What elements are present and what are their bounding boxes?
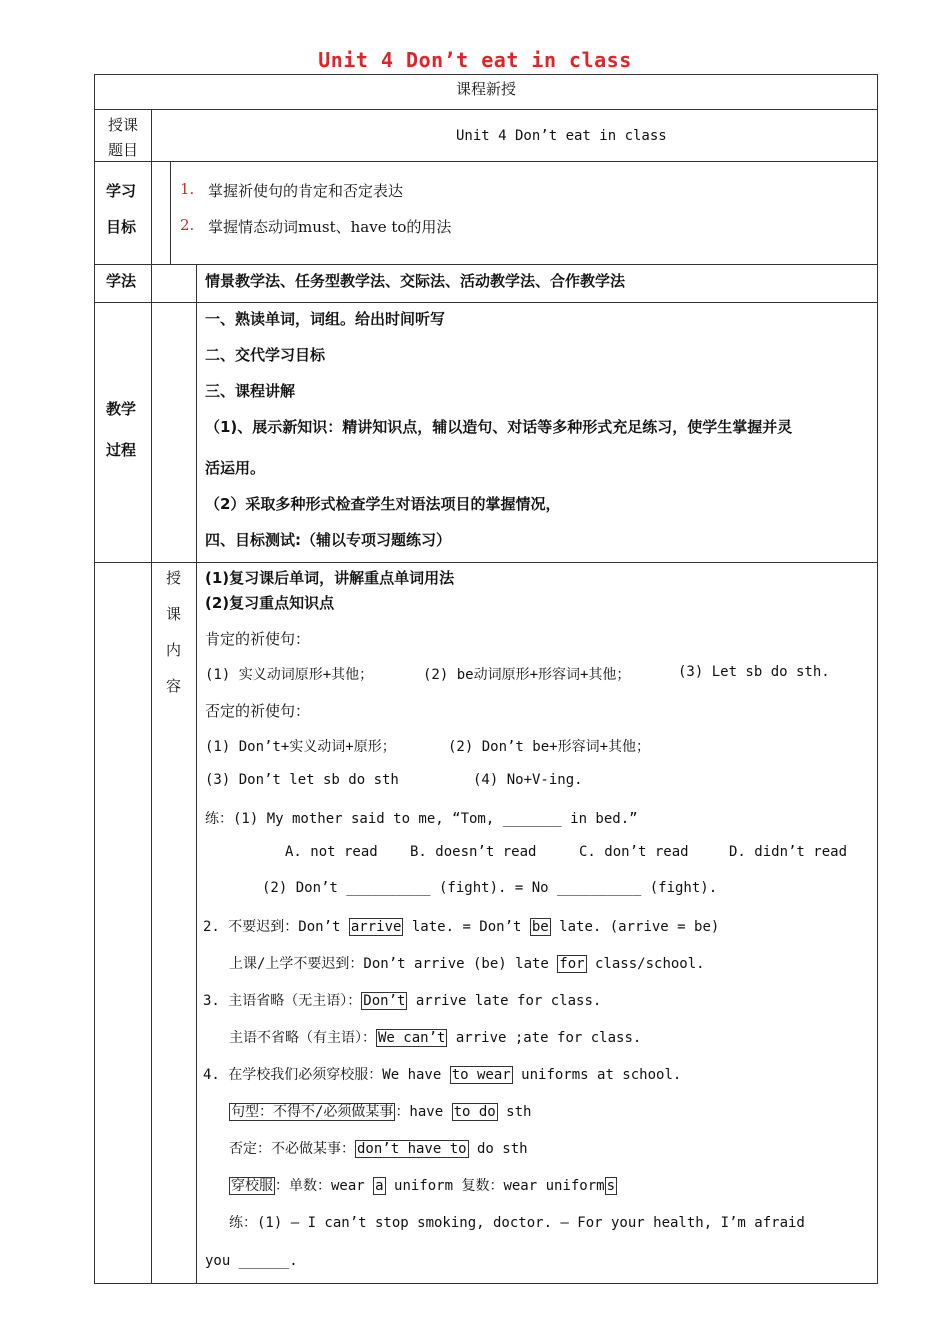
boxed-term: don’t have to: [357, 1141, 467, 1157]
process-step: （2）采取多种形式检查学生对语法项目的掌握情况，: [205, 495, 561, 513]
process-step: 二、交代学习目标: [205, 346, 326, 364]
method-text: 情景教学法、任务型教学法、交际法、活动教学法、合作教学法: [205, 272, 626, 290]
text: arrive late for class.: [407, 993, 602, 1009]
process-step: 三、课程讲解: [205, 382, 296, 400]
goal-number: 1.: [180, 180, 195, 198]
table-rule: [94, 264, 878, 265]
text: 否定：不必做某事：: [229, 1141, 355, 1157]
content-line: (3) Let sb do sth.: [678, 664, 830, 680]
table-rule: [94, 109, 878, 110]
boxed-term: We can’t: [378, 1030, 446, 1046]
goals-label: 学习: [106, 182, 137, 200]
boxed-term: arrive: [350, 919, 402, 935]
goal-number: 2.: [180, 216, 195, 234]
text: ：单数：wear: [275, 1178, 374, 1194]
boxed-term: for: [559, 956, 585, 972]
table-rule: [151, 264, 152, 302]
process-step: 四、目标测试:（辅以专项习题练习）: [205, 531, 452, 549]
topic-label: 授课: [108, 116, 139, 134]
content-line: 否定的祈使句：: [205, 702, 311, 720]
text: do sth: [468, 1141, 528, 1157]
exercise-option: C. don’t read: [579, 844, 689, 860]
goal-text: 掌握祈使句的肯定和否定表达: [208, 182, 404, 200]
exercise-question: 练：(1) – I can’t stop smoking, doctor. – For your health, I’m afraid: [229, 1215, 805, 1231]
text: class/school.: [586, 956, 705, 972]
goals-label: 目标: [106, 218, 137, 236]
content-line: [229, 1027, 641, 1047]
process-step: 活运用。: [205, 459, 266, 477]
content-line: [229, 1175, 617, 1195]
text: uniforms at school.: [512, 1067, 682, 1083]
text: 主语不省略（有主语）：: [229, 1030, 376, 1046]
content-line: (1)复习课后单词，讲解重点单词用法: [205, 569, 455, 587]
boxed-term: to do: [453, 1104, 496, 1120]
exercise-option: A. not read: [285, 844, 378, 860]
process-label: 教学: [106, 400, 137, 418]
text: 2. 不要迟到：Don’t: [203, 919, 349, 935]
content-line: (1) 实义动词原形+其他；: [205, 667, 374, 683]
table-rule: [196, 302, 197, 562]
text: sth: [497, 1104, 532, 1120]
text: 3. 主语省略（无主语）：: [203, 993, 362, 1009]
text: arrive ;ate for class.: [447, 1030, 642, 1046]
content-line: (3) Don’t let sb do sth: [205, 772, 399, 788]
content-line: [203, 990, 601, 1010]
method-label: 学法: [106, 272, 137, 290]
table-rule: [196, 264, 197, 302]
table-rule: [151, 302, 152, 562]
exercise-question: (2) Don’t __________ (fight). = No __________ (fight).: [262, 880, 718, 896]
content-line: (2) Don’t be+形容词+其他；: [448, 739, 651, 755]
process-step: （1)、展示新知识：精讲知识点，辅以造句、对话等多种形式充足练习，使学生掌握并灵: [205, 418, 793, 436]
text: ：have: [395, 1104, 452, 1120]
exercise-question: 练：(1) My mother said to me, “Tom, _______ in bed.”: [205, 811, 638, 827]
boxed-term: be: [531, 919, 549, 935]
topic-value: Unit 4 Don’t eat in class: [456, 128, 667, 144]
content-line: [229, 1138, 528, 1158]
content-line: (1) Don’t+实义动词+原形；: [205, 739, 396, 755]
boxed-term: to wear: [451, 1067, 511, 1083]
process-label: 过程: [106, 441, 137, 459]
document-title: Unit 4 Don’t eat in class: [318, 48, 632, 72]
content-line: (2) be动词原形+形容词+其他；: [423, 667, 631, 683]
boxed-term: s: [606, 1178, 616, 1194]
table-rule: [94, 161, 878, 162]
text: 上课/上学不要迟到：Don’t arrive (be) late: [229, 956, 558, 972]
boxed-term: Don’t: [363, 993, 406, 1009]
process-step: 一、熟读单词，词组。给出时间听写: [205, 310, 446, 328]
content-line: [203, 1064, 681, 1084]
table-rule: [151, 161, 152, 264]
boxed-term: 穿校服: [231, 1178, 273, 1194]
table-rule: [170, 161, 171, 264]
exercise-option: D. didn’t read: [729, 844, 848, 860]
table-rule: [151, 562, 152, 1284]
text: 4. 在学校我们必须穿校服：We have: [203, 1067, 450, 1083]
boxed-term: a: [375, 1178, 384, 1194]
table-header: 课程新授: [455, 80, 516, 98]
content-line: (2)复习重点知识点: [205, 594, 335, 612]
content-line: [229, 953, 705, 973]
table-rule: [94, 302, 878, 303]
table-rule: [196, 562, 197, 1284]
text: uniform 复数：wear uniform: [385, 1178, 605, 1194]
text: late. = Don’t: [403, 919, 530, 935]
exercise-question: you ______.: [205, 1253, 298, 1269]
boxed-term: 句型：不得不/必须做某事: [231, 1104, 394, 1120]
content-label-char: 内: [166, 641, 182, 659]
table-rule: [151, 109, 152, 161]
content-label-char: 容: [166, 677, 182, 695]
content-label-char: 授: [166, 569, 182, 587]
goal-text: 掌握情态动词must、have to的用法: [208, 218, 452, 236]
content-line: 肯定的祈使句：: [205, 630, 311, 648]
content-label-char: 课: [166, 605, 182, 623]
content-line: (4) No+V-ing.: [473, 772, 583, 788]
exercise-option: B. doesn’t read: [410, 844, 537, 860]
content-line: [229, 1101, 531, 1121]
content-line: [203, 916, 719, 936]
table-rule: [94, 562, 878, 563]
topic-label: 题目: [108, 141, 139, 159]
text: late. (arrive = be): [550, 919, 720, 935]
